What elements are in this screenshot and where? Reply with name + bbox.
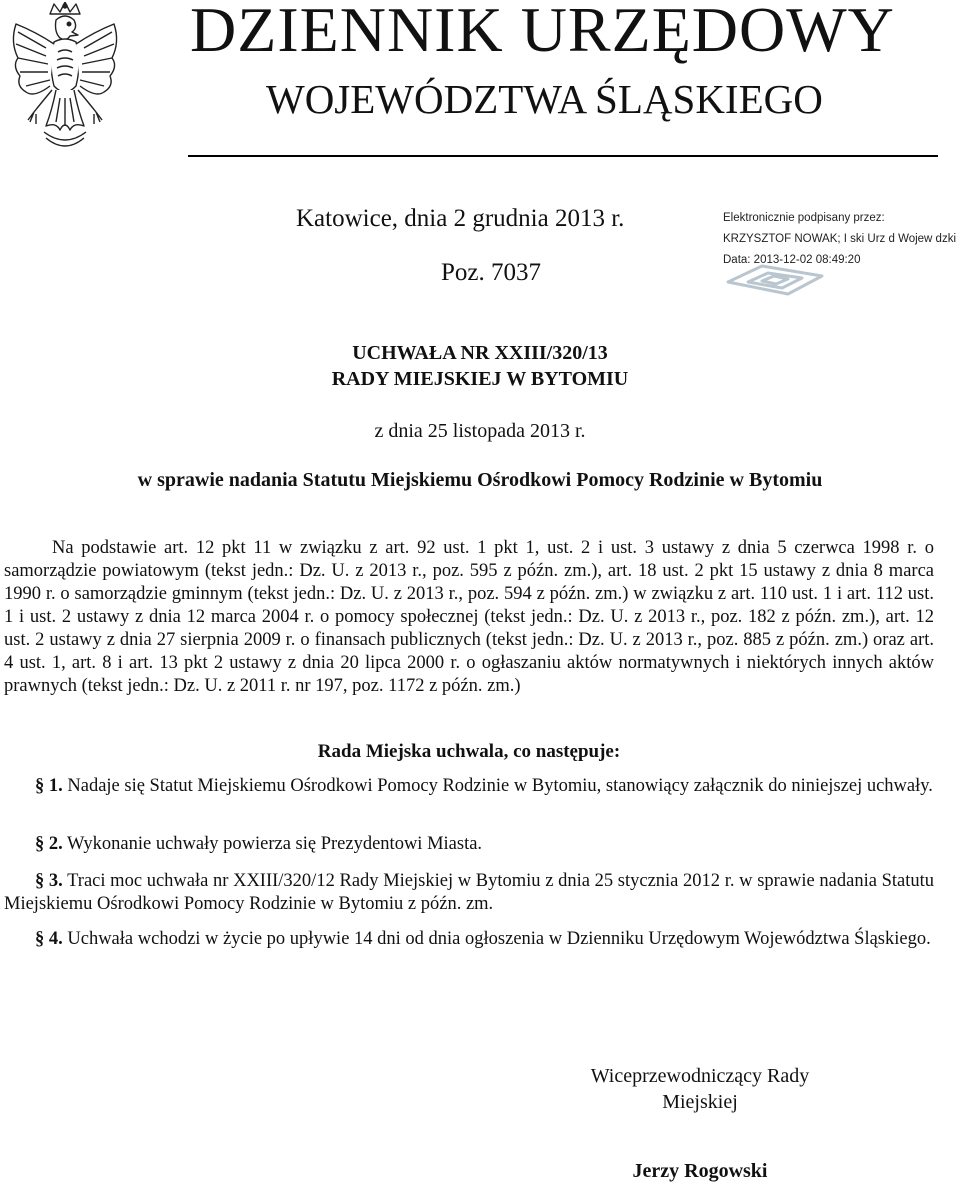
paragraph-text: Wykonanie uchwały powierza się Prezydentowi Miasta.	[67, 834, 483, 854]
paragraph-text: Traci moc uchwała nr XXIII/320/12 Rady Miejskiej w Bytomiu z dnia 25 stycznia 2012 r. w sprawie nadania Statutu Miejskiemu Ośrodkowi Pomocy Rodzinie w Bytomiu z późn. zm.	[4, 871, 935, 914]
paragraph-number: § 4.	[35, 929, 63, 949]
resolution-date: z dnia 25 listopada 2013 r.	[374, 420, 586, 442]
signatory-role-line-1: Wiceprzewodniczący Rady	[590, 1065, 810, 1087]
signature-line-3: Data: 2013-12-02 08:49:20	[723, 254, 861, 266]
legal-basis: Na podstawie art. 12 pkt 11 w związku z art. 92 ust. 1 pkt 1, ust. 2 i ust. 3 ustawy z dnia 5 czerwca 1998 r. o samorządzie powiatowym (tekst jedn.: Dz. U. z 2013 r., poz. 595 z późn. zm.), art. 18 ust. 2 pkt 15 ustawy z dnia 8 marca 1990 r. o samorządzie gminnym (tekst jedn.: Dz. U. z 2013 r., poz. 594 z późn. zm.) w związku z art. 110 ust. 1 i art. 112 ust. 1 i ust. 2 ustawy z dnia 12 marca 2004 r. o pomocy społecznej (tekst jedn.: Dz. U. z 2013 r., poz. 182 z późn. zm.), art. 12 ust. 2 ustawy z dnia 27 sierpnia 2009 r. o finansach publicznych (tekst jedn.: Dz. U. z 2013 r., poz. 885 z późn. zm.) oraz art. 4 ust. 1, art. 8 i art. 13 pkt 2 ustawy z dnia 20 lipca 2000 r. o ogłaszaniu aktów normatywnych i niektórych innych aktów prawnych (tekst jedn.: Dz. U. z 2011 r. nr 197, poz. 1172 z późn. zm.)	[4, 538, 934, 696]
paragraph-3	[4, 870, 934, 916]
paragraph-number: § 1.	[35, 776, 63, 796]
resolution-subject: w sprawie nadania Statutu Miejskiemu Ośrodkowi Pomocy Rodzinie w Bytomiu	[137, 469, 823, 491]
paragraph-number: § 2.	[35, 834, 63, 854]
resolution-title	[0, 340, 960, 392]
signature-line-2: KRZYSZTOF NOWAK; I ski Urz d Wojew dzki	[723, 233, 957, 245]
resolution-council: RADY MIEJSKIEJ W BYTOMIU	[331, 368, 629, 390]
journal-title: DZIENNIK URZĘDOWY	[190, 0, 895, 65]
signatory-role	[580, 1063, 820, 1115]
signatory-name: Jerzy Rogowski	[632, 1160, 768, 1182]
resolution-number: UCHWAŁA NR XXIII/320/13	[352, 342, 608, 364]
paragraph-2	[4, 833, 934, 856]
place-and-date: Katowice, dnia 2 grudnia 2013 r.	[296, 205, 625, 232]
paragraph-text: Uchwała wchodzi w życie po upływie 14 dni od dnia ogłoszenia w Dzienniku Urzędowym Województwa Śląskiego.	[67, 929, 931, 949]
journal-subtitle: WOJEWÓDZTWA ŚLĄSKIEGO	[266, 76, 823, 122]
position-number: Poz. 7037	[441, 259, 541, 286]
paragraph-number: § 3.	[35, 871, 63, 891]
paragraph-text: Nadaje się Statut Miejskiemu Ośrodkowi Pomocy Rodzinie w Bytomiu, stanowiący załącznik do niniejszej uchwały.	[67, 776, 933, 796]
paragraph-4	[4, 928, 934, 951]
polish-eagle-emblem-icon	[6, 2, 124, 158]
masthead-divider	[188, 155, 938, 157]
signatory-role-line-2: Miejskiej	[662, 1091, 738, 1113]
signature-verification-icon	[722, 262, 832, 298]
signature-line-1: Elektronicznie podpisany przez:	[723, 212, 885, 224]
paragraph-1	[4, 775, 934, 798]
council-decides: Rada Miejska uchwala, co następuje:	[317, 741, 621, 762]
